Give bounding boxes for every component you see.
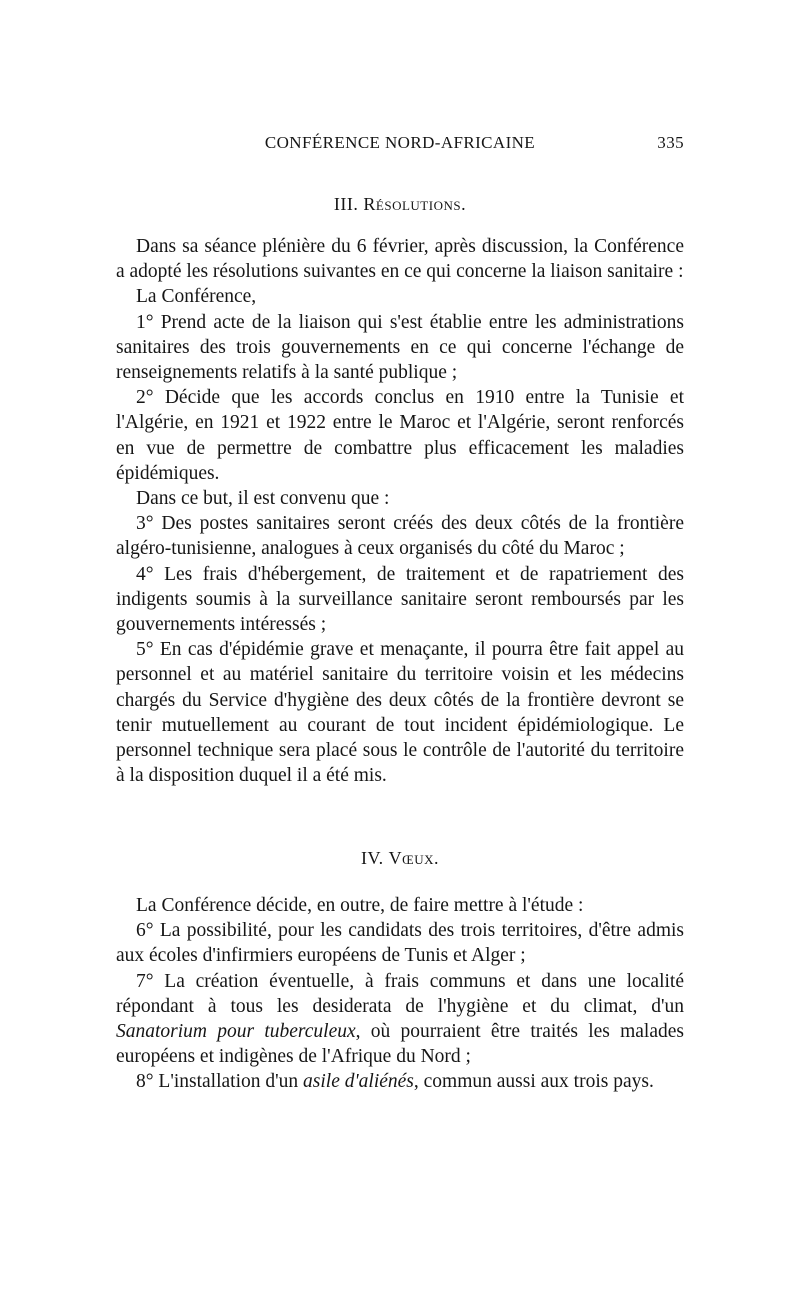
text-run: 7° La création éventuelle, à frais communs et dans une localité répondant à tous les desiderata de l'hygiène et du climat, d'un [116, 970, 684, 1017]
text-run: , commun aussi aux trois pays. [413, 1071, 654, 1093]
paragraph: Dans ce but, il est convenu que : [136, 488, 390, 510]
paragraph [116, 1069, 684, 1094]
paragraph: La Conférence décide, en outre, de faire mettre à l'étude : [136, 895, 584, 916]
running-title: CONFÉRENCE NORD-AFRICAINE [264, 133, 536, 152]
italic-term: Sanatorium pour tuberculeux [116, 1021, 356, 1043]
paragraph: Dans sa séance plénière du 6 février, après discussion, la Conférence a adopté les résolutions suivantes en ce qui concerne la liaison sanitaire : [116, 236, 684, 283]
text-run: , où pourraient être traités les malades européens et indigènes de l'Afrique du Nord ; [116, 1021, 684, 1068]
paragraph: 6° La possibilité, pour les candidats des trois territoires, d'être admis aux écoles d'infirmiers européens de Tunis et Alger ; [116, 920, 684, 967]
running-head [116, 133, 684, 157]
paragraph: 5° En cas d'épidémie grave et menaçante, il pourra être fait appel au personnel et au matériel sanitaire du territoire voisin et les médecins chargés du Service d'hygiène des deux côtés de la frontière devront se tenir mutuellement au courant de tout incident épidémiologique. Le personnel technique sera placé sous le contrôle de l'autorité du territoire à la disposition duquel il a été mis. [116, 639, 684, 787]
paragraph [116, 969, 684, 1070]
section-heading-voeux [116, 848, 684, 869]
text-run: 8° L'installation d'un [136, 1071, 304, 1093]
paragraph: 3° Des postes sanitaires seront créés des deux côtés de la frontière algéro-tunisienne, analogues à ceux organisés du côté du Maroc ; [116, 513, 684, 560]
section-title: Résolutions. [363, 194, 467, 214]
paragraph: 1° Prend acte de la liaison qui s'est établie entre les administrations sanitaires des trois gouvernements en ce qui concerne l'échange de renseignements relatifs à la santé publique ; [116, 311, 684, 384]
section-heading-resolutions [116, 194, 684, 215]
section-title: Vœux. [388, 848, 440, 868]
page-number: 335 [657, 133, 684, 152]
italic-term: asile d'aliénés [303, 1071, 414, 1093]
paragraph: 4° Les frais d'hébergement, de traitement et de rapatriement des indigents soumis à la surveillance sanitaire seront remboursés par les gouvernements intéressés ; [116, 563, 684, 636]
section-numeral: III. [333, 194, 359, 214]
paragraph: 2° Décide que les accords conclus en 1910 entre la Tunisie et l'Algérie, en 1921 et 1922 entre le Maroc et l'Algérie, seront renforcés en vue de permettre de combattre plus efficacement les maladies épidémiques. [116, 387, 684, 484]
paragraph: La Conférence, [136, 286, 257, 308]
resolutions-body [116, 234, 684, 788]
voeux-body [116, 893, 684, 1095]
section-numeral: IV. [360, 848, 384, 868]
